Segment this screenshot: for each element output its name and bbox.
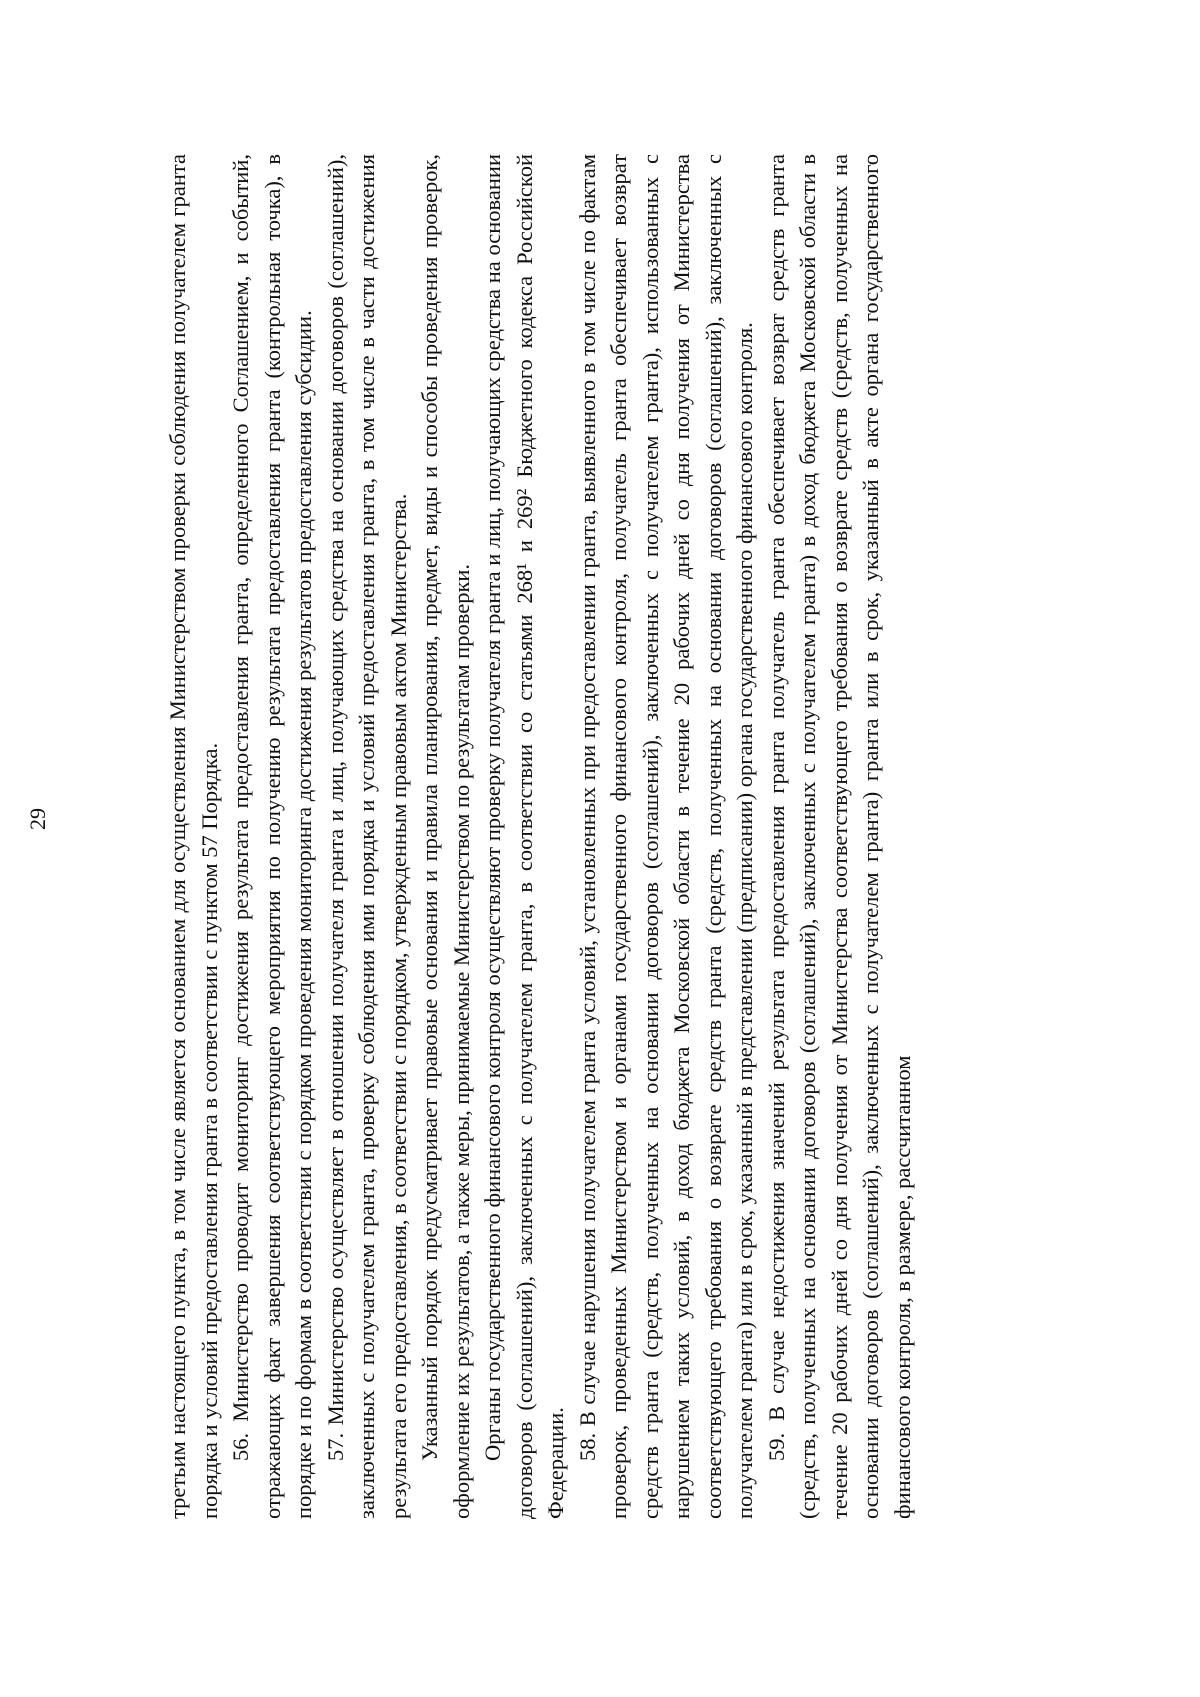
paragraph-57-procedure: Указанный порядок предусматривает правовые основания и правила планирования, предмет, виды и способы проведения проверок, оформление их результатов, а также меры, принимаемые Министерством по результатам проверки.: [417, 154, 474, 1519]
document-body: [162, 154, 918, 1519]
paragraph-58: 58. В случае нарушения получателем гранта условий, установленных при предоставлении гранта, выявленного в том числе по фактам проверок, проведенных Министерством и органами государственного финансового контроля, получатель гранта обеспечивает возврат средств гранта (средств, полученных на основании договоров (соглашений), заключенных с получателем гранта), использованных с нарушением таких условий, в доход бюджета Московской области в течение 20 рабочих дней со дня получения от Министерства соответствующего требования о возврате средств гранта (средств, полученных на основании договоров (соглашений), заключенных с получателем гранта) или в срок, указанный в представлении (предписании) органа государственного финансового контроля.: [574, 154, 757, 1519]
paragraph-56: 56. Министерство проводит мониторинг достижения результата предоставления гранта, определенного Соглашением, и событий, отражающих факт завершения соответствующего мероприятия по получению результата предоставления гранта (контрольная точка), в порядке и по формам в соответствии с порядком проведения мониторинга достижения результатов предоставления субсидии.: [228, 154, 316, 1519]
paragraph-59: 59. В случае недостижения значений результата предоставления гранта получатель гранта обеспечивает возврат средств гранта (средств, полученных на основании договоров (соглашений), заключенных с получателем гранта) в доход бюджета Московской области в течение 20 рабочих дней со дня получения от Министерства соответствующего требования о возврате средств (средств, полученных на основании договоров (соглашений), заключенных с получателем гранта) гранта или в срок, указанный в акте органа государственного финансового контроля, в размере, рассчитанном: [763, 154, 915, 1519]
paragraph-57: 57. Министерство осуществляет в отношении получателя гранта и лиц, получающих средства на основании договоров (соглашений), заключенных с получателем гранта, проверку соблюдения ими порядка и условий предоставления гранта, в том числе в части достижения результата его предоставления, в соответствии с порядком, утвержденным правовым актом Министерства.: [322, 154, 411, 1519]
page-number: 29: [25, 808, 50, 830]
paragraph-57-control-bodies: Органы государственного финансового контроля осуществляют проверку получателя гранта и лиц, получающих средства на основании договоров (соглашений), заключенных с получателем гранта, в соответствии со статьями 268¹ и 269² Бюджетного кодекса Российской Федерации.: [480, 154, 568, 1519]
paragraph-continuation: третьим настоящего пункта, в том числе является основанием для осуществления Министерством проверки соблюдения получателем гранта порядка и условий предоставления гранта в соответствии с пунктом 57 Порядка.: [165, 154, 222, 1519]
